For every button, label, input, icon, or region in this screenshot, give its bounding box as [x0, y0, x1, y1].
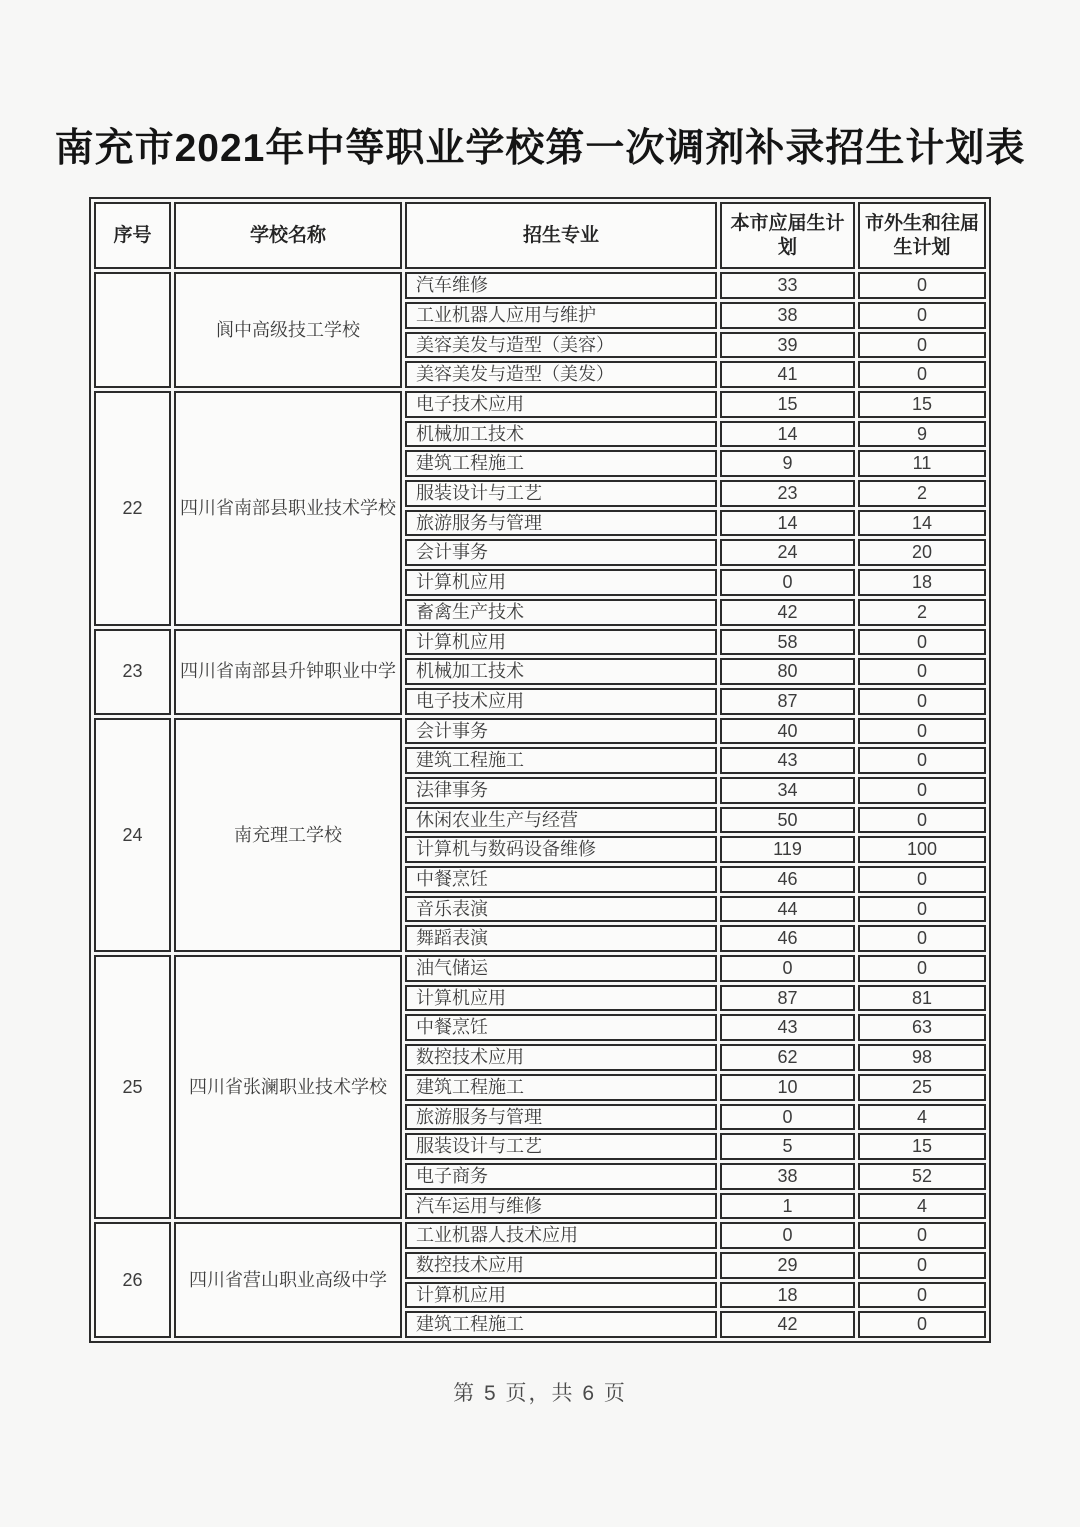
- major-cell: 旅游服务与管理: [405, 510, 717, 537]
- local-plan-cell: 40: [720, 718, 855, 745]
- major-cell: 休闲农业生产与经营: [405, 807, 717, 834]
- major-cell: 建筑工程施工: [405, 1074, 717, 1101]
- local-plan-cell: 0: [720, 569, 855, 596]
- local-plan-cell: 33: [720, 272, 855, 299]
- local-plan-cell: 23: [720, 480, 855, 507]
- major-cell: 工业机器人应用与维护: [405, 302, 717, 329]
- table-row: [94, 955, 986, 982]
- major-cell: 机械加工技术: [405, 421, 717, 448]
- local-plan-cell: 39: [720, 332, 855, 359]
- other-plan-cell: 0: [858, 658, 986, 685]
- local-plan-cell: 58: [720, 629, 855, 656]
- local-plan-cell: 42: [720, 599, 855, 626]
- other-plan-cell: 100: [858, 836, 986, 863]
- major-cell: 电子技术应用: [405, 688, 717, 715]
- table-body: [94, 272, 986, 1338]
- other-plan-cell: 0: [858, 747, 986, 774]
- school-cell: 四川省营山职业高级中学: [174, 1222, 402, 1338]
- local-plan-cell: 87: [720, 985, 855, 1012]
- major-cell: 电子技术应用: [405, 391, 717, 418]
- major-cell: 会计事务: [405, 718, 717, 745]
- local-plan-cell: 0: [720, 955, 855, 982]
- local-plan-cell: 34: [720, 777, 855, 804]
- school-cell: 四川省南部县升钟职业中学: [174, 629, 402, 715]
- major-cell: 机械加工技术: [405, 658, 717, 685]
- other-plan-cell: 63: [858, 1014, 986, 1041]
- major-cell: 计算机应用: [405, 1282, 717, 1309]
- other-plan-cell: 0: [858, 896, 986, 923]
- other-plan-cell: 0: [858, 955, 986, 982]
- major-cell: 建筑工程施工: [405, 450, 717, 477]
- other-plan-cell: 4: [858, 1104, 986, 1131]
- major-cell: 工业机器人技术应用: [405, 1222, 717, 1249]
- major-cell: 数控技术应用: [405, 1044, 717, 1071]
- local-plan-cell: 80: [720, 658, 855, 685]
- page-title: 南充市2021年中等职业学校第一次调剂补录招生计划表: [54, 127, 1026, 170]
- major-cell: 电子商务: [405, 1163, 717, 1190]
- local-plan-cell: 10: [720, 1074, 855, 1101]
- local-plan-cell: 14: [720, 421, 855, 448]
- other-plan-cell: 0: [858, 688, 986, 715]
- col-header-local-plan: 本市应届生计划: [720, 202, 855, 270]
- local-plan-cell: 24: [720, 539, 855, 566]
- major-cell: 美容美发与造型（美发）: [405, 361, 717, 388]
- seq-cell: 22: [94, 391, 171, 626]
- other-plan-cell: 18: [858, 569, 986, 596]
- local-plan-cell: 42: [720, 1311, 855, 1338]
- local-plan-cell: 29: [720, 1252, 855, 1279]
- other-plan-cell: 4: [858, 1193, 986, 1220]
- school-cell: 南充理工学校: [174, 718, 402, 953]
- other-plan-cell: 15: [858, 1133, 986, 1160]
- seq-cell: 26: [94, 1222, 171, 1338]
- other-plan-cell: 11: [858, 450, 986, 477]
- col-header-other-plan: 市外生和往届生计划: [858, 202, 986, 270]
- other-plan-cell: 0: [858, 272, 986, 299]
- other-plan-cell: 0: [858, 807, 986, 834]
- major-cell: 汽车维修: [405, 272, 717, 299]
- other-plan-cell: 98: [858, 1044, 986, 1071]
- other-plan-cell: 25: [858, 1074, 986, 1101]
- seq-cell: 23: [94, 629, 171, 715]
- major-cell: 计算机应用: [405, 985, 717, 1012]
- local-plan-cell: 43: [720, 1014, 855, 1041]
- local-plan-cell: 50: [720, 807, 855, 834]
- local-plan-cell: 15: [720, 391, 855, 418]
- other-plan-cell: 0: [858, 925, 986, 952]
- other-plan-cell: 20: [858, 539, 986, 566]
- col-header-major: 招生专业: [405, 202, 717, 270]
- major-cell: 建筑工程施工: [405, 747, 717, 774]
- seq-cell: [94, 272, 171, 388]
- local-plan-cell: 46: [720, 925, 855, 952]
- other-plan-cell: 2: [858, 480, 986, 507]
- other-plan-cell: 0: [858, 1252, 986, 1279]
- other-plan-cell: 14: [858, 510, 986, 537]
- local-plan-cell: 0: [720, 1222, 855, 1249]
- local-plan-cell: 1: [720, 1193, 855, 1220]
- local-plan-cell: 119: [720, 836, 855, 863]
- major-cell: 油气储运: [405, 955, 717, 982]
- other-plan-cell: 0: [858, 332, 986, 359]
- major-cell: 舞蹈表演: [405, 925, 717, 952]
- major-cell: 中餐烹饪: [405, 1014, 717, 1041]
- col-header-school: 学校名称: [174, 202, 402, 270]
- major-cell: 会计事务: [405, 539, 717, 566]
- table-row: [94, 718, 986, 745]
- seq-cell: 24: [94, 718, 171, 953]
- table-row: [94, 272, 986, 299]
- major-cell: 计算机应用: [405, 569, 717, 596]
- school-cell: 四川省南部县职业技术学校: [174, 391, 402, 626]
- other-plan-cell: 0: [858, 1311, 986, 1338]
- other-plan-cell: 15: [858, 391, 986, 418]
- other-plan-cell: 0: [858, 629, 986, 656]
- local-plan-cell: 41: [720, 361, 855, 388]
- col-header-seq: 序号: [94, 202, 171, 270]
- other-plan-cell: 0: [858, 302, 986, 329]
- other-plan-cell: 0: [858, 718, 986, 745]
- table-row: [94, 629, 986, 656]
- enrollment-plan-table: [91, 199, 989, 1341]
- other-plan-cell: 52: [858, 1163, 986, 1190]
- local-plan-cell: 5: [720, 1133, 855, 1160]
- other-plan-cell: 81: [858, 985, 986, 1012]
- local-plan-cell: 62: [720, 1044, 855, 1071]
- major-cell: 旅游服务与管理: [405, 1104, 717, 1131]
- local-plan-cell: 46: [720, 866, 855, 893]
- other-plan-cell: 0: [858, 866, 986, 893]
- local-plan-cell: 43: [720, 747, 855, 774]
- major-cell: 服装设计与工艺: [405, 1133, 717, 1160]
- other-plan-cell: 9: [858, 421, 986, 448]
- local-plan-cell: 0: [720, 1104, 855, 1131]
- other-plan-cell: 0: [858, 361, 986, 388]
- major-cell: 中餐烹饪: [405, 866, 717, 893]
- major-cell: 建筑工程施工: [405, 1311, 717, 1338]
- local-plan-cell: 38: [720, 1163, 855, 1190]
- header-row: [94, 202, 986, 270]
- table-row: [94, 1222, 986, 1249]
- local-plan-cell: 9: [720, 450, 855, 477]
- school-cell: 四川省张澜职业技术学校: [174, 955, 402, 1219]
- seq-cell: 25: [94, 955, 171, 1219]
- other-plan-cell: 0: [858, 1222, 986, 1249]
- other-plan-cell: 0: [858, 777, 986, 804]
- major-cell: 法律事务: [405, 777, 717, 804]
- major-cell: 服装设计与工艺: [405, 480, 717, 507]
- major-cell: 音乐表演: [405, 896, 717, 923]
- major-cell: 畜禽生产技术: [405, 599, 717, 626]
- major-cell: 计算机与数码设备维修: [405, 836, 717, 863]
- other-plan-cell: 0: [858, 1282, 986, 1309]
- enrollment-table-frame: [89, 197, 991, 1343]
- local-plan-cell: 18: [720, 1282, 855, 1309]
- local-plan-cell: 14: [720, 510, 855, 537]
- school-cell: 阆中高级技工学校: [174, 272, 402, 388]
- major-cell: 美容美发与造型（美容）: [405, 332, 717, 359]
- other-plan-cell: 2: [858, 599, 986, 626]
- major-cell: 计算机应用: [405, 629, 717, 656]
- local-plan-cell: 87: [720, 688, 855, 715]
- local-plan-cell: 44: [720, 896, 855, 923]
- table-row: [94, 391, 986, 418]
- page-number: 第 5 页，共 6 页: [453, 1382, 627, 1406]
- major-cell: 数控技术应用: [405, 1252, 717, 1279]
- local-plan-cell: 38: [720, 302, 855, 329]
- major-cell: 汽车运用与维修: [405, 1193, 717, 1220]
